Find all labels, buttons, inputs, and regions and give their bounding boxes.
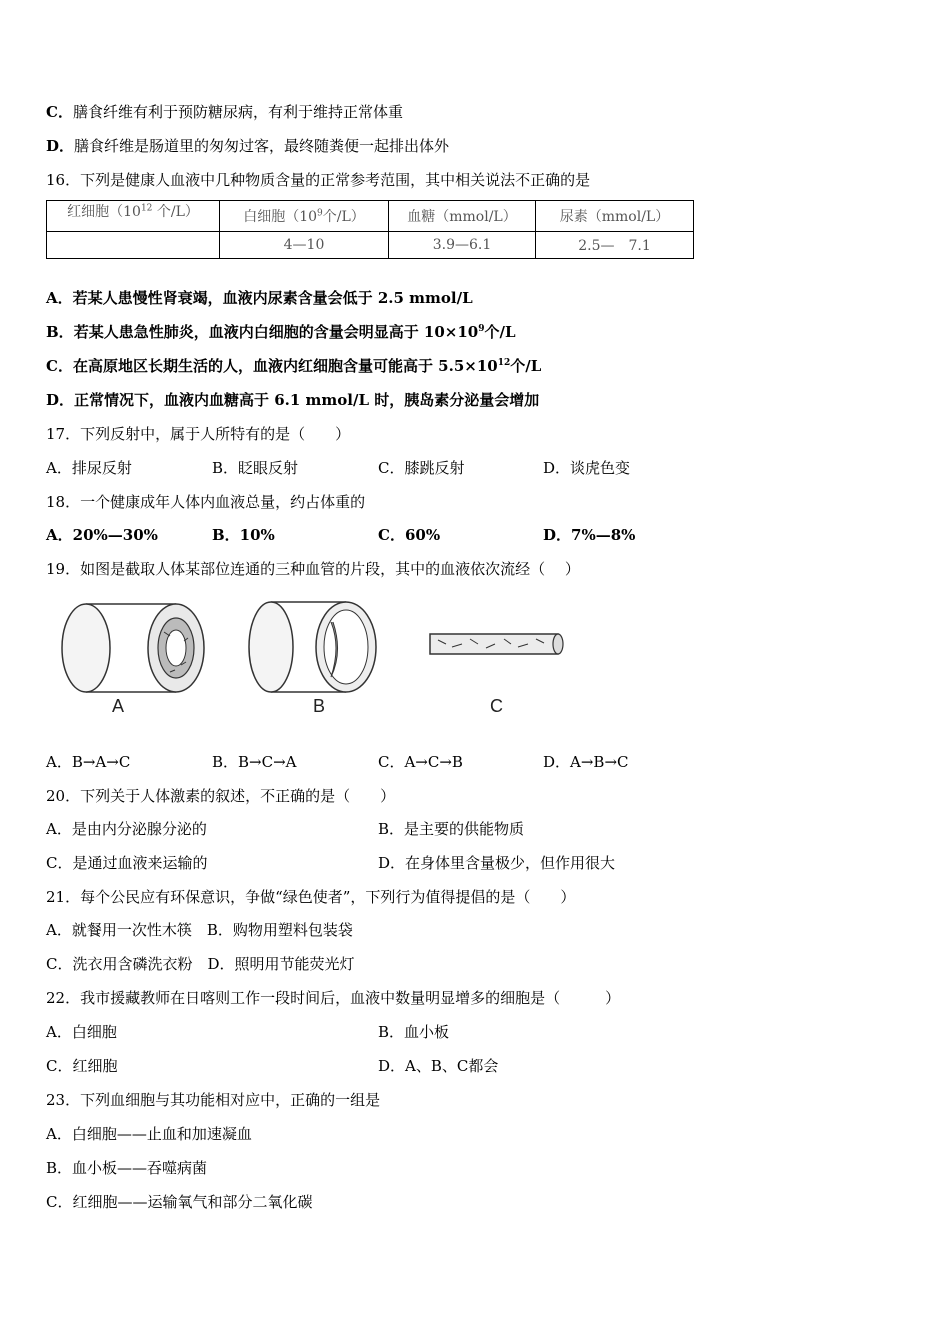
option-unit: 个/L	[484, 323, 516, 341]
question-text: 下列血细胞与其功能相对应中，正确的一组是	[80, 1091, 381, 1109]
vessel-label-a: A	[112, 696, 125, 716]
option-b-q19: B．B→C→A	[212, 753, 297, 771]
header-glucose: 血糖（mmol/L）	[389, 201, 536, 232]
question-23	[46, 1090, 380, 1110]
value-rbc	[47, 232, 220, 259]
question-number: 21．	[46, 888, 81, 906]
option-c-q17: C．膝跳反射	[378, 459, 465, 477]
option-label: A．	[46, 289, 73, 307]
option-b-q20: B．是主要的供能物质	[378, 820, 525, 838]
header-rbc	[47, 201, 220, 232]
option-label: D．	[46, 137, 75, 155]
question-number: 17．	[46, 425, 81, 443]
vessel-illustrations	[46, 592, 606, 722]
option-text: 在高原地区长期生活的人，血液内红细胞含量可能高于 5.5×10	[72, 357, 498, 375]
option-a-q23: A．白细胞——止血和加速凝血	[46, 1125, 252, 1143]
table-value-row	[47, 232, 694, 259]
question-16	[46, 170, 590, 190]
value-glucose: 3.9—6.1	[389, 232, 536, 259]
option-a-q22: A．白细胞	[46, 1023, 117, 1041]
option-exp: 12	[497, 358, 511, 368]
option-b-q16	[46, 322, 516, 342]
header-rbc-unit: 个/L）	[156, 204, 199, 220]
option-c-q22: C．红细胞	[46, 1057, 118, 1075]
header-wbc-text: 白细胞（10	[243, 209, 318, 225]
question-21	[46, 887, 575, 907]
vessel-b-illustration	[249, 602, 376, 692]
option-label: B．	[46, 323, 74, 341]
question-number: 19．	[46, 560, 81, 578]
question-text: 每个公民应有环保意识，争做“绿色使者”，下列行为值得提倡的是（ ）	[80, 888, 576, 906]
header-rbc-text: 红细胞（10	[67, 204, 141, 220]
options-cd-q21: C．洗衣用含磷洗衣粉 D．照明用节能荧光灯	[46, 955, 355, 973]
question-number: 23．	[46, 1091, 81, 1109]
option-exp: 9	[478, 324, 485, 334]
question-18	[46, 492, 365, 512]
option-text: 正常情况下，血液内血糖高于 6.1 mmol/L 时，胰岛素分泌量会增加	[74, 391, 540, 409]
vessel-a-illustration	[62, 604, 204, 692]
option-d-q17: D．谈虎色变	[543, 459, 631, 477]
question-number: 18．	[46, 493, 81, 511]
question-number: 22．	[46, 989, 81, 1007]
value-urea: 2.5— 7.1	[536, 232, 694, 259]
question-17	[46, 424, 350, 444]
option-c-q19: C．A→C→B	[378, 753, 463, 771]
question-20	[46, 786, 395, 806]
option-d-q20: D．在身体里含量极少，但作用很大	[378, 854, 616, 872]
option-c-q23: C．红细胞——运输氧气和部分二氧化碳	[46, 1193, 313, 1211]
option-c-q18: C．60%	[378, 526, 441, 544]
blood-vessel-figure	[46, 592, 606, 722]
option-c-q15	[46, 102, 403, 122]
question-number: 16．	[46, 171, 81, 189]
option-unit: 个/L	[510, 357, 542, 375]
question-text: 我市援藏教师在日喀则工作一段时间后，血液中数量明显增多的细胞是（ ）	[80, 989, 621, 1007]
option-label: D．	[46, 391, 75, 409]
option-a-q18: A．20%—30%	[46, 526, 158, 544]
options-ab-q21: A．就餐用一次性木筷 B．购物用塑料包装袋	[46, 921, 353, 939]
question-text: 下列反射中，属于人所特有的是（ ）	[80, 425, 351, 443]
option-label: C．	[46, 357, 73, 375]
option-text: 若某人患慢性肾衰竭，血液内尿素含量会低于 2.5 mmol/L	[72, 289, 473, 307]
option-b-q22: B．血小板	[378, 1023, 450, 1041]
value-wbc: 4—10	[220, 232, 389, 259]
option-text: 若某人患急性肺炎，血液内白细胞的含量会明显高于 10×10	[73, 323, 479, 341]
option-d-q18: D．7%—8%	[543, 526, 636, 544]
table-header-row	[47, 201, 694, 232]
option-b-q17: B．眨眼反射	[212, 459, 299, 477]
question-text: 如图是截取人体某部位连通的三种血管的片段，其中的血液依次流经（ ）	[80, 560, 580, 578]
header-wbc-exp: 9	[317, 208, 323, 219]
option-c-q16	[46, 356, 541, 376]
question-text: 下列关于人体激素的叙述，不正确的是（ ）	[80, 787, 396, 805]
option-d-q22: D．A、B、C都会	[378, 1057, 499, 1075]
option-a-q16	[46, 288, 473, 308]
option-b-q23: B．血小板——吞噬病菌	[46, 1159, 208, 1177]
option-a-q20: A．是由内分泌腺分泌的	[46, 820, 207, 838]
question-22	[46, 988, 620, 1008]
question-19	[46, 559, 580, 579]
vessel-c-illustration	[430, 634, 563, 654]
header-rbc-exp: 12	[140, 203, 153, 214]
option-c-q20: C．是通过血液来运输的	[46, 854, 208, 872]
option-label: C．	[46, 103, 73, 121]
question-number: 20．	[46, 787, 81, 805]
option-text: 膳食纤维有利于预防糖尿病，有利于维持正常体重	[72, 103, 403, 121]
vessel-label-c: C	[490, 696, 503, 716]
option-a-q17: A．排尿反射	[46, 459, 132, 477]
option-d-q15	[46, 136, 449, 156]
header-wbc	[220, 201, 389, 232]
vessel-label-b: B	[313, 696, 326, 716]
question-text: 下列是健康人血液中几种物质含量的正常参考范围，其中相关说法不正确的是	[80, 171, 591, 189]
option-d-q16	[46, 390, 539, 410]
reference-table	[46, 200, 694, 259]
header-wbc-unit: 个/L）	[322, 209, 365, 225]
option-a-q19: A．B→A→C	[46, 753, 131, 771]
option-d-q19: D．A→B→C	[543, 753, 629, 771]
option-text: 膳食纤维是肠道里的匆匆过客，最终随粪便一起排出体外	[74, 137, 450, 155]
header-urea: 尿素（mmol/L）	[536, 201, 694, 232]
option-b-q18: B．10%	[212, 526, 275, 544]
question-text: 一个健康成年人体内血液总量，约占体重的	[80, 493, 366, 511]
